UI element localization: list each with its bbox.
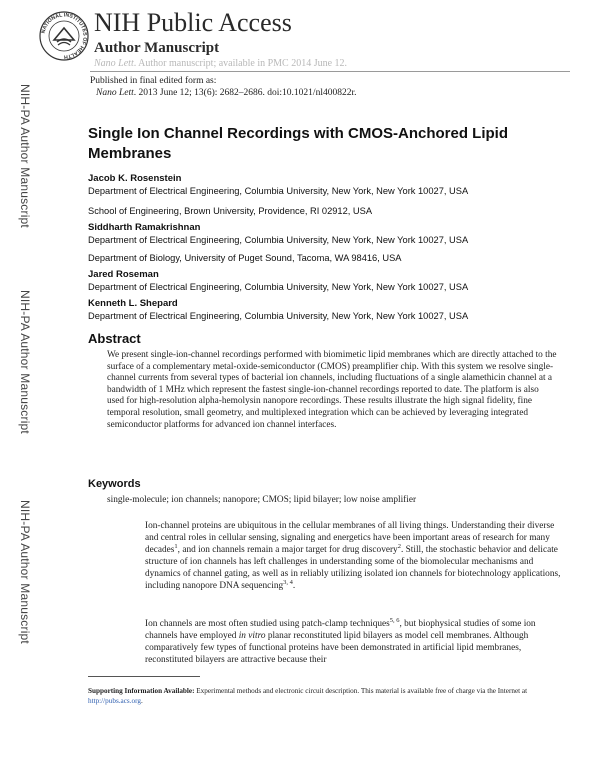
author-affiliation: Department of Biology, University of Puget Sound, Tacoma, WA 98416, USA [88,253,402,263]
header-divider [90,71,570,72]
nih-logo-icon [38,10,90,62]
author-affiliation: Department of Electrical Engineering, Columbia University, New York, New York 10027, USA [88,311,469,321]
author-name: Jacob K. Rosenstein [88,173,182,184]
body-paragraph: Ion-channel proteins are ubiquitous in the cellular membranes of all living things. Understanding their diverse and central roles in cellular sensing, signaling and energetics have been important areas of research for many decades$^1$, and ion channels remain a major target for drug discovery$^2$. Still, the stochastic behavior and delicate structure of ion channels has left challenges in understanding some of the biomolecular mechanisms and dynamics of channel gating, as well as in reliably utilizing isolated ion channels for biotechnology applications, including nanopore DNA sequencing$^{3, 4}$. [145,521,561,592]
published-label: Published in final edited form as: [90,76,217,86]
header-subtitle: Author Manuscript [94,40,220,56]
keywords-heading: Keywords [88,478,141,490]
author-name: Kenneth L. Shepard [88,298,178,309]
footnote: Supporting Information Available: Experimental methods and electronic circuit description. This material is available free of charge via the Internet at http://pubs.acs.org. [88,687,528,705]
author-name: Jared Roseman [88,269,159,280]
author-affiliation: Department of Electrical Engineering, Columbia University, New York, New York 10027, USA [88,235,469,245]
header-title: NIH Public Access [94,8,292,37]
author-affiliation: Department of Electrical Engineering, Columbia University, New York, New York 10027, USA [88,282,469,292]
author-affiliation: School of Engineering, Brown University, Providence, RI 02912, USA [88,206,373,216]
body-paragraph: Ion channels are most often studied using patch-clamp techniques$^{5, 6}$, but biophysical studies of some ion channels have employed in vitro planar reconstituted lipid bilayers as model cell membranes. Although comparatively few types of functional proteins have been demonstrated in artificial lipid membranes, reconstituted bilayers are attractive because their [145,616,536,666]
citation: Nano Lett. 2013 June 12; 13(6): 2682–2686. doi:10.1021/nl400822r. [96,88,357,98]
author-affiliation: Department of Electrical Engineering, Columbia University, New York, New York 10027, USA [88,186,469,196]
footnote-divider [88,676,200,677]
author-name: Siddharth Ramakrishnan [88,222,201,233]
abstract-heading: Abstract [88,331,141,346]
keywords-text: single-molecule; ion channels; nanopore; CMOS; lipid bilayer; low noise amplifier [107,495,417,505]
paper-title: Single Ion Channel Recordings with CMOS-Anchored Lipid Membranes [88,125,509,162]
supporting-info-link[interactable]: http://pubs.acs.org [88,697,141,705]
svg-text:NATIONAL INSTITUTES OF HEALTH: NATIONAL INSTITUTES OF HEALTH [40,12,88,60]
abstract-text: We present single-ion-channel recordings performed with biomimetic lipid membranes which are directly attached to the surface of a complementary metal-oxide-semiconductor (CMOS) preamplifier chip. With this system we resolve single-channel currents from several types of bacterial ion channels, including fluctuations of a single alamethicin channel at a bandwidth of 1 MHz which represent the fastest single-ion-channel recordings reported to date. The platform is also used for high-resolution alpha-hemolysin nanopore recordings. These results illustrate the high signal fidelity, fine temporal resolution, small geometry, and multiplexed integration which can be achieved by leveraging integrated semiconductor platforms for advanced ion channel interfaces. [107,350,557,430]
header-availability-note: Nano Lett. Author manuscript; available in PMC 2014 June 12. [94,58,348,69]
